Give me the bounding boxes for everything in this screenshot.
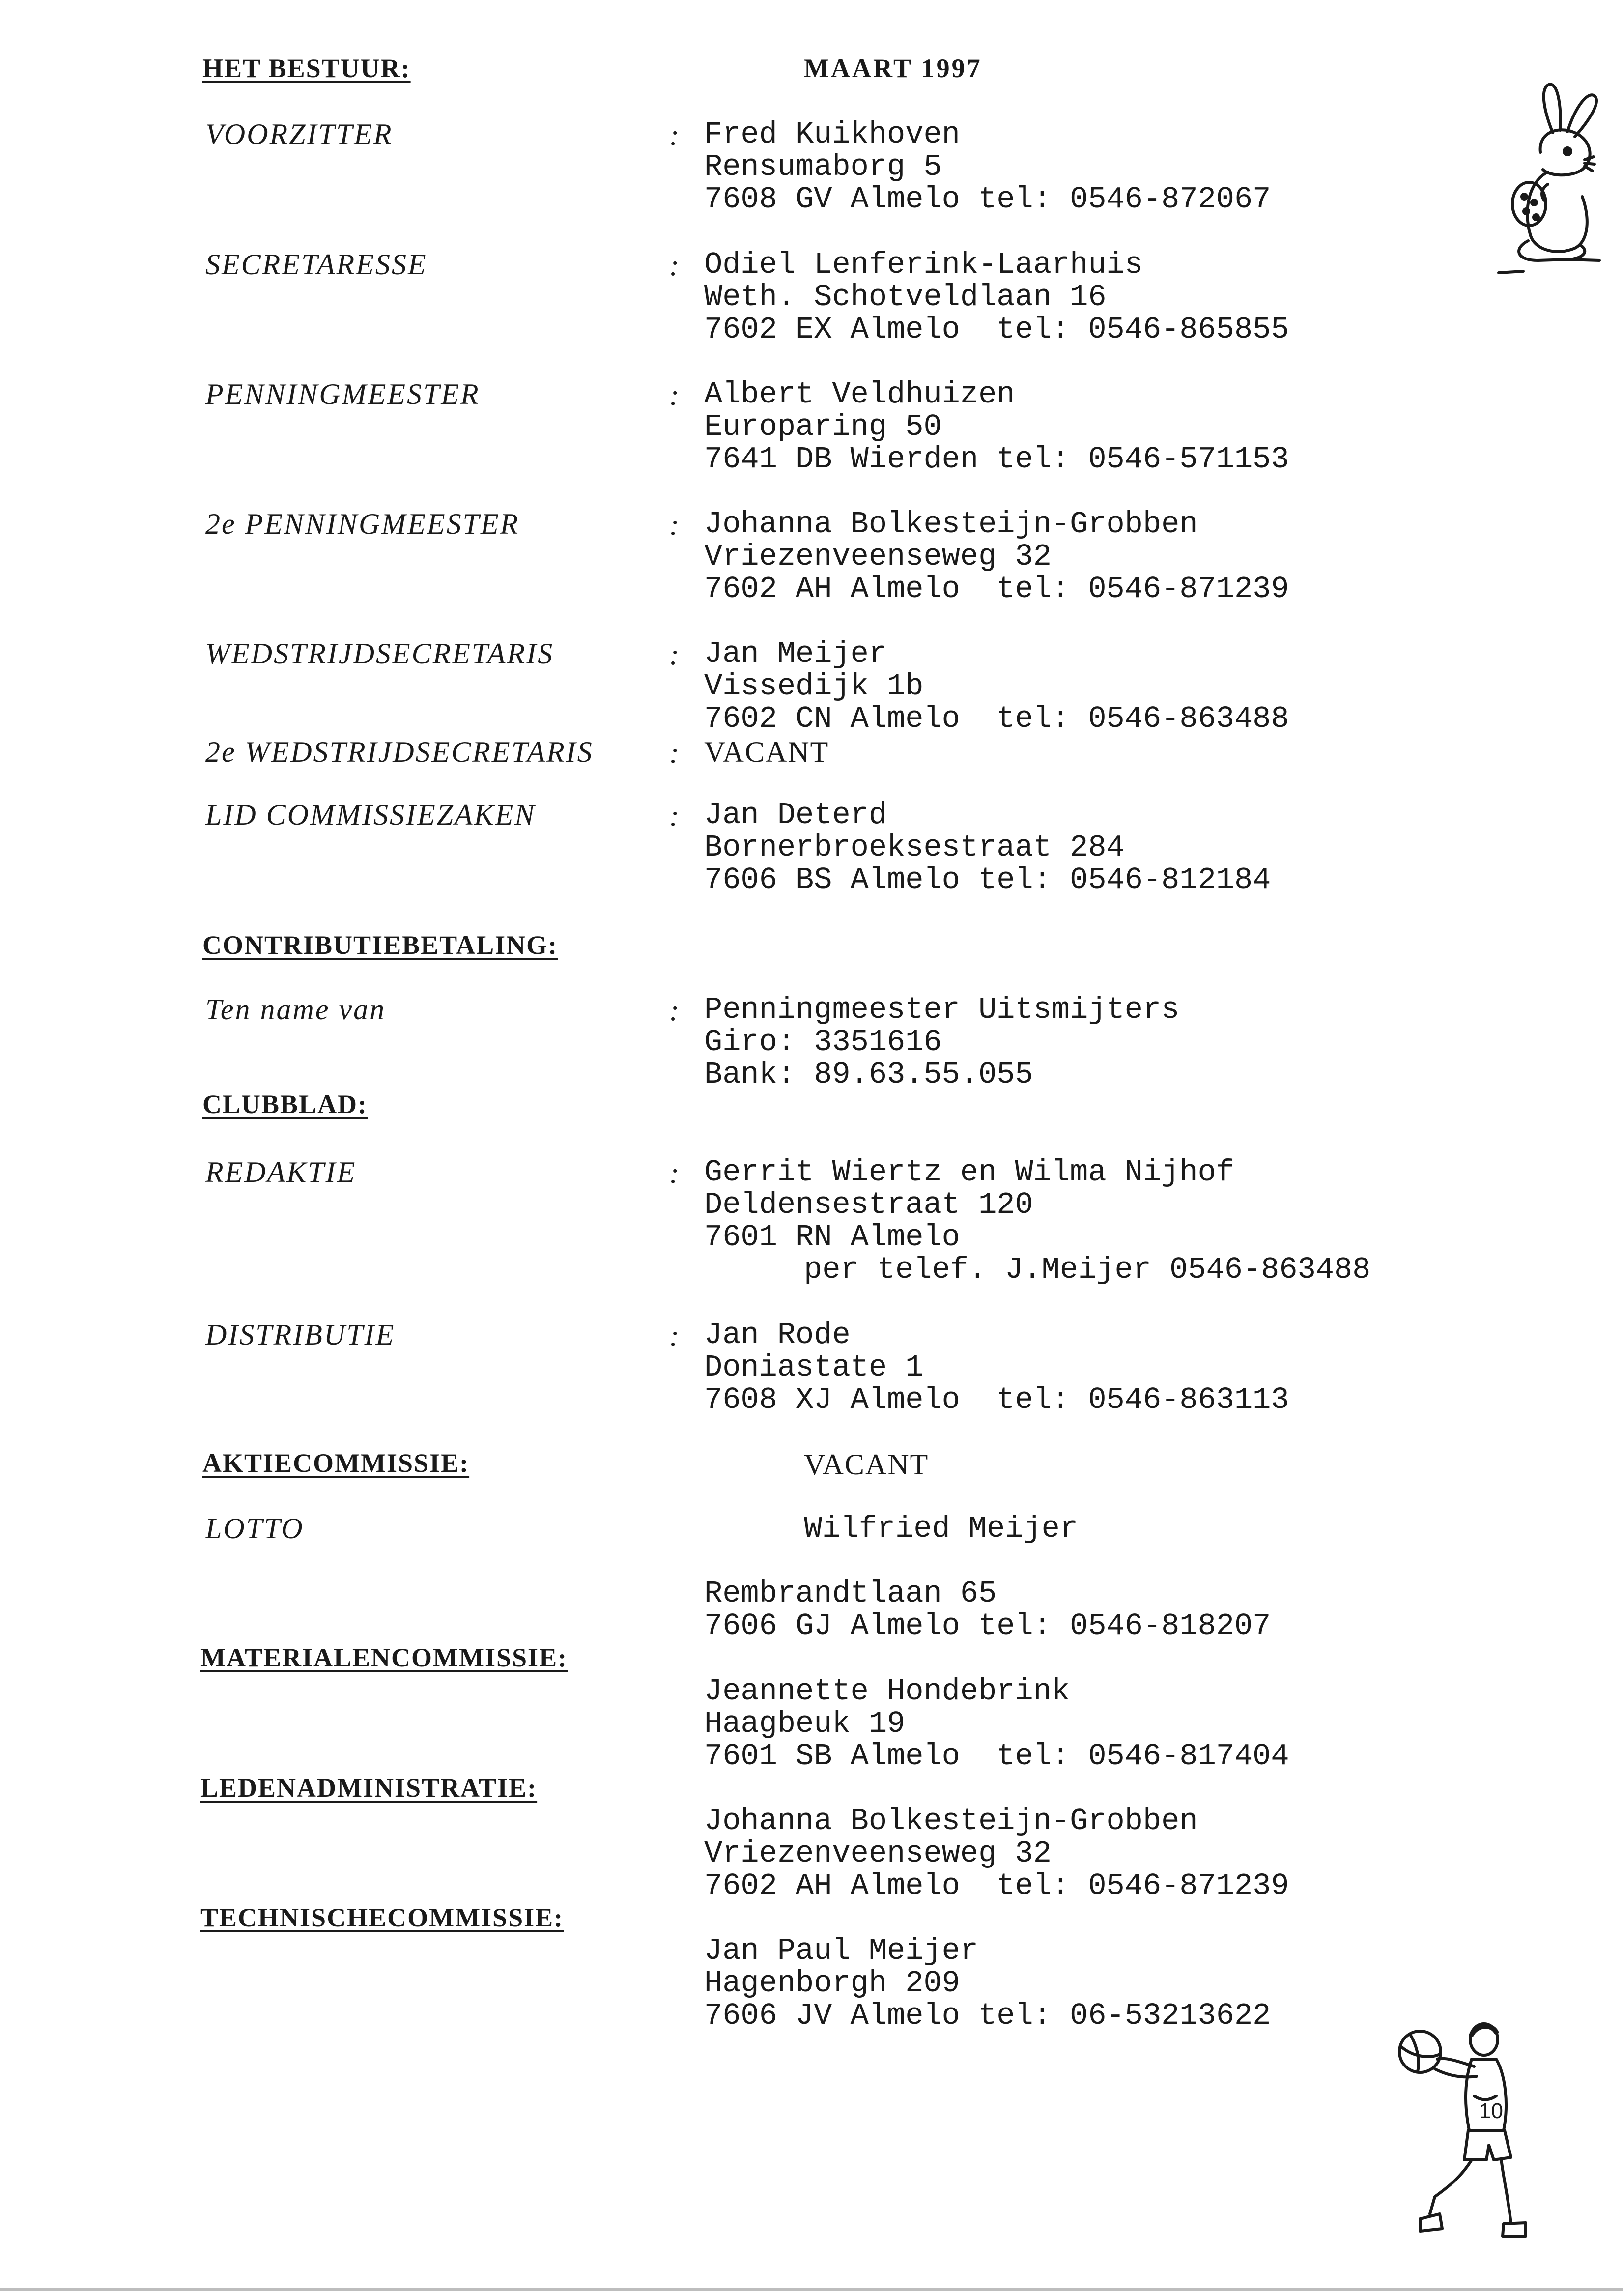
- colon-mark: :: [669, 119, 679, 151]
- contact-line: 7602 AH Almelo tel: 0546-871239: [704, 1868, 1289, 1903]
- contact-line: Doniastate 1: [704, 1350, 924, 1385]
- section-heading-aktiecommissie: AKTIECOMMISSIE:: [202, 1448, 470, 1478]
- role-ten-name-van: Ten name van: [205, 993, 386, 1026]
- role-voorzitter: VOORZITTER: [205, 118, 393, 150]
- contact-line: Fred Kuikhoven: [704, 117, 960, 152]
- contact-line: Vissedijk 1b: [704, 669, 924, 704]
- colon-mark: :: [669, 994, 679, 1027]
- document-date: MAART 1997: [804, 54, 982, 83]
- section-heading-ledenadministratie: LEDENADMINISTRATIE:: [200, 1773, 538, 1803]
- contact-line: Bornerbroeksestraat 284: [704, 830, 1125, 865]
- contact-line: Johanna Bolkesteijn-Grobben: [704, 507, 1198, 542]
- contact-line: Jan Meijer: [704, 636, 887, 671]
- role-distributie: DISTRIBUTIE: [205, 1319, 396, 1351]
- role-wedstrijdsecretaris: WEDSTRIJDSECRETARIS: [205, 637, 554, 670]
- easter-bunny-icon: [1494, 79, 1607, 280]
- contact-line: Vriezenveenseweg 32: [704, 1836, 1052, 1871]
- contact-line: 7601 RN Almelo: [704, 1220, 960, 1255]
- contact-line: Wilfried Meijer: [804, 1511, 1079, 1546]
- contact-line: Jan Paul Meijer: [704, 1933, 979, 1968]
- section-heading-contributie: CONTRIBUTIEBETALING:: [202, 930, 558, 960]
- colon-mark: :: [669, 1320, 679, 1352]
- contact-line: Jeannette Hondebrink: [704, 1674, 1070, 1709]
- vacant-value: VACANT: [704, 736, 829, 768]
- contact-line: 7608 GV Almelo tel: 0546-872067: [704, 182, 1271, 217]
- role-redaktie: REDAKTIE: [205, 1156, 357, 1188]
- contact-line: Europaring 50: [704, 409, 942, 444]
- contact-line: 7641 DB Wierden tel: 0546-571153: [704, 442, 1289, 477]
- contact-line: 7606 GJ Almelo tel: 0546-818207: [704, 1608, 1271, 1643]
- contact-line: 7602 CN Almelo tel: 0546-863488: [704, 701, 1289, 736]
- basketball-player-icon: [1391, 2012, 1533, 2243]
- contact-line: 7602 EX Almelo tel: 0546-865855: [704, 312, 1289, 347]
- contact-line: 7606 JV Almelo tel: 06-53213622: [704, 1998, 1271, 2033]
- role-secretaresse: SECRETARESSE: [205, 248, 427, 281]
- section-heading-clubblad: CLUBBLAD:: [202, 1090, 368, 1119]
- colon-mark: :: [669, 800, 679, 832]
- role-2e-penningmeester: 2e PENNINGMEESTER: [205, 508, 520, 540]
- contact-line: Albert Veldhuizen: [704, 377, 1015, 412]
- contact-line: Rembrandtlaan 65: [704, 1576, 997, 1611]
- svg-text:10: 10: [1479, 2099, 1503, 2123]
- role-lotto: LOTTO: [205, 1512, 304, 1545]
- role-penningmeester: PENNINGMEESTER: [205, 378, 480, 410]
- contact-note: per telef. J.Meijer 0546-863488: [804, 1252, 1371, 1287]
- role-2e-wedstrijdsecretaris: 2e WEDSTRIJDSECRETARIS: [205, 736, 594, 768]
- contact-line: Rensumaborg 5: [704, 149, 942, 184]
- contact-line: Penningmeester Uitsmijters: [704, 992, 1180, 1027]
- colon-mark: :: [669, 1157, 679, 1189]
- section-heading-materialencommissie: MATERIALENCOMMISSIE:: [200, 1643, 568, 1672]
- contact-line: Haagbeuk 19: [704, 1706, 906, 1741]
- contact-line: 7601 SB Almelo tel: 0546-817404: [704, 1739, 1289, 1774]
- colon-mark: :: [669, 249, 679, 282]
- contact-line: Jan Rode: [704, 1318, 851, 1352]
- colon-mark: :: [669, 379, 679, 411]
- contact-line: Giro: 3351616: [704, 1025, 942, 1060]
- section-heading-technischecommissie: TECHNISCHECOMMISSIE:: [200, 1903, 564, 1932]
- colon-mark: :: [669, 509, 679, 541]
- contact-line: Johanna Bolkesteijn-Grobben: [704, 1804, 1198, 1838]
- contact-line: Bank: 89.63.55.055: [704, 1057, 1033, 1092]
- contact-line: Deldensestraat 120: [704, 1187, 1033, 1222]
- colon-mark: :: [669, 638, 679, 671]
- vacant-value: VACANT: [804, 1448, 929, 1481]
- section-heading-bestuur: HET BESTUUR:: [202, 54, 411, 83]
- contact-line: Gerrit Wiertz en Wilma Nijhof: [704, 1155, 1234, 1190]
- contact-line: Vriezenveenseweg 32: [704, 539, 1052, 574]
- scan-edge-rule: [0, 2288, 1623, 2291]
- contact-line: 7606 BS Almelo tel: 0546-812184: [704, 862, 1271, 897]
- contact-line: Odiel Lenferink-Laarhuis: [704, 247, 1143, 282]
- contact-line: 7608 XJ Almelo tel: 0546-863113: [704, 1382, 1289, 1417]
- colon-mark: :: [669, 737, 679, 769]
- contact-line: 7602 AH Almelo tel: 0546-871239: [704, 572, 1289, 606]
- contact-line: Weth. Schotveldlaan 16: [704, 280, 1107, 315]
- contact-line: Hagenborgh 209: [704, 1966, 960, 2001]
- contact-line: Jan Deterd: [704, 798, 887, 832]
- role-lid-commissiezaken: LID COMMISSIEZAKEN: [205, 799, 536, 831]
